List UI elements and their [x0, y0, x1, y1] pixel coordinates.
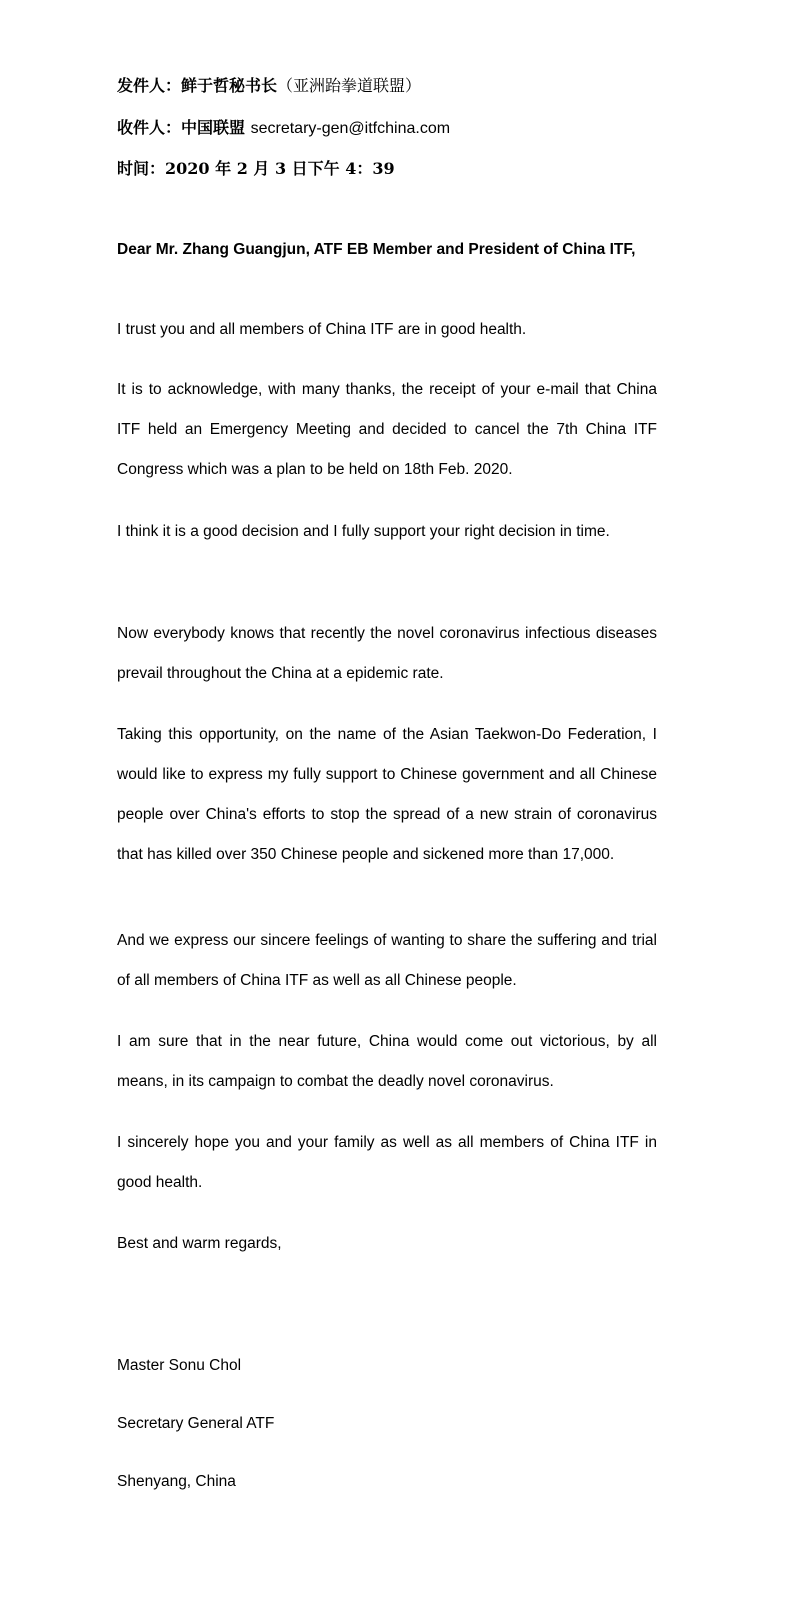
to-line — [117, 118, 450, 139]
salutation: Dear Mr. Zhang Guangjun, ATF EB Member and President of China ITF, — [117, 241, 636, 258]
signature-name: Master Sonu Chol — [117, 1357, 242, 1374]
closing: Best and warm regards, — [117, 1235, 282, 1252]
to-label: 收件人： — [117, 118, 182, 137]
paragraph: I trust you and all members of China ITF are in good health. — [117, 321, 527, 338]
paragraph: Taking this opportunity, on the name of the Asian Taekwon-Do Federation, I would like to express my fully support to Chinese government and all Chinese people over China's efforts to stop the spread of a new strain of coronavirus that has killed over 350 Chinese people and sickened more than 17,000. — [117, 726, 657, 863]
time-value: 2020 年 2 月 3 日下午 4：39 — [165, 159, 395, 178]
to-value: 中国联盟 — [181, 118, 246, 137]
time-line — [117, 159, 395, 179]
signature-location: Shenyang, China — [117, 1473, 236, 1490]
paragraph: I am sure that in the near future, China would come out victorious, by all means, in its campaign to combat the deadly novel coronavirus. — [117, 1033, 657, 1090]
from-value: 鲜于哲秘书长 — [181, 76, 278, 95]
paragraph: It is to acknowledge, with many thanks, the receipt of your e-mail that China ITF held an Emergency Meeting and decided to cancel the 7th China ITF Congress which was a plan to be held on 18th Feb. 2020. — [117, 381, 657, 478]
paragraph: I sincerely hope you and your family as well as all members of China ITF in good health. — [117, 1134, 657, 1191]
from-label: 发件人： — [117, 76, 182, 95]
paragraph: Now everybody knows that recently the novel coronavirus infectious diseases prevail throughout the China at a epidemic rate. — [117, 625, 657, 682]
paragraph: And we express our sincere feelings of wanting to share the suffering and trial of all members of China ITF as well as all Chinese people. — [117, 932, 657, 989]
from-line — [117, 76, 421, 96]
paragraph: I think it is a good decision and I fully support your right decision in time. — [117, 523, 610, 540]
time-label: 时间： — [117, 159, 166, 178]
from-org: （亚洲跆拳道联盟） — [277, 76, 422, 95]
to-email: secretary-gen@itfchina.com — [250, 120, 451, 137]
signature-title: Secretary General ATF — [117, 1415, 275, 1432]
